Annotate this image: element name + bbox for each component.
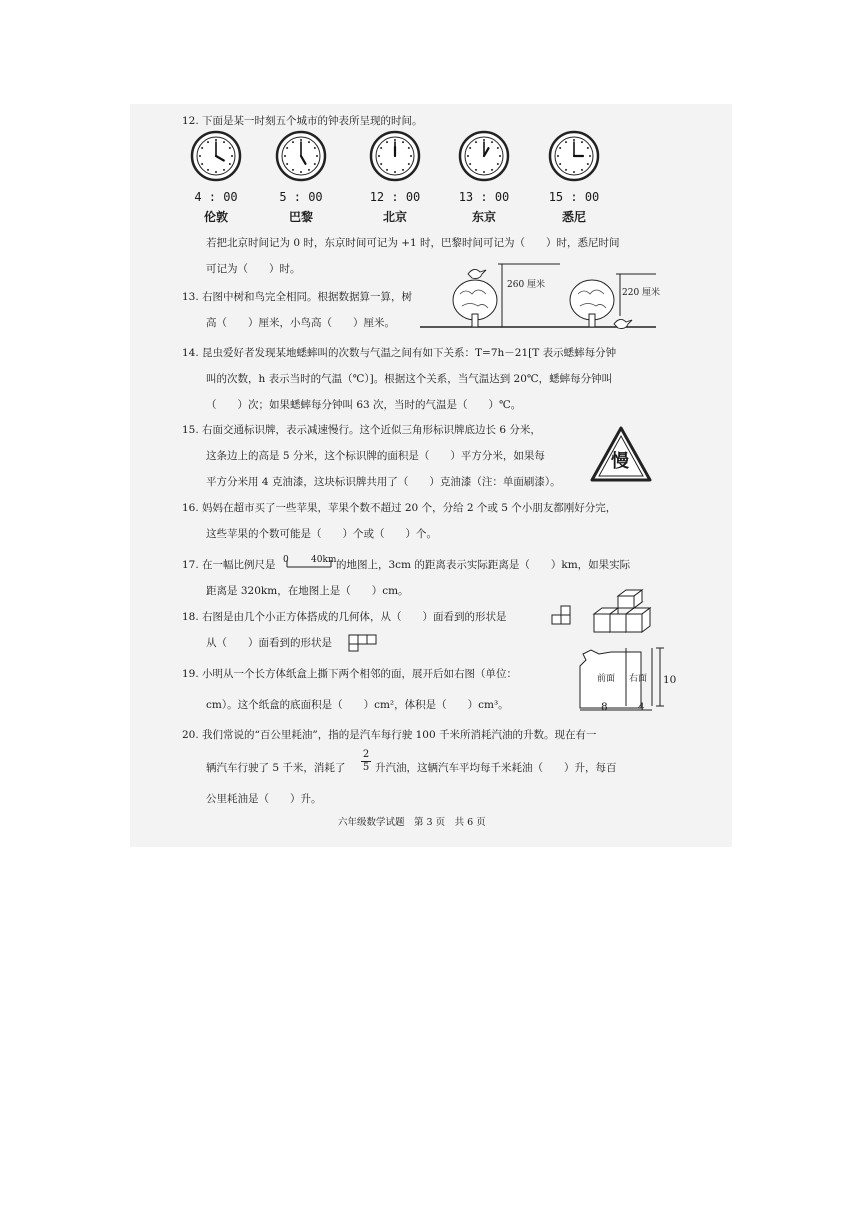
clock-face-icon	[275, 130, 327, 182]
box-front-label: 前面	[597, 674, 616, 684]
q20-line3: 公里耗油是（ ）升。	[206, 793, 322, 805]
q20-line2a: 辆汽车行驶了 5 千米，消耗了	[206, 762, 346, 774]
q20-line2b: 升汽油，这辆汽车平均每千米耗油（ ）升，每百	[375, 762, 617, 774]
q18-line2: 从（ ）面看到的形状是	[206, 637, 332, 649]
view-shape-1	[551, 609, 577, 625]
q13-line2: 高（ ）厘米，小鸟高（ ）厘米。	[206, 317, 395, 329]
view-shape-2	[348, 634, 380, 650]
q18-line1: 18. 右图是由几个小正方体搭成的几何体，从（ ）面看到的形状是	[182, 611, 507, 623]
clock-city-label: 东京	[471, 210, 496, 224]
clock-time-label: 12 : 00	[369, 190, 421, 204]
q16-line2: 这些苹果的个数可能是（ ）个或（ ）个。	[206, 528, 437, 540]
clock-time-label: 13 : 00	[458, 190, 510, 204]
q13-line1: 13. 右图中树和鸟完全相同。根据数据算一算，树	[182, 291, 413, 303]
clock-face-icon	[369, 130, 421, 182]
clock-time-label: 5 : 00	[279, 190, 323, 204]
scale-zero: 0	[283, 555, 289, 565]
q15-line3: 平方分米用 4 克油漆，这块标识牌共用了（ ）克油漆（注：单面刷漆）。	[206, 476, 561, 488]
clock-city-label: 伦敦	[203, 210, 228, 224]
page-footer: 六年级数学试题 第 3 页 共 6 页	[338, 817, 486, 828]
clock-time-label: 15 : 00	[548, 190, 600, 204]
q17-pre: 17. 在一幅比例尺是	[182, 559, 276, 571]
fraction-denominator: 5	[362, 762, 370, 773]
q17-line2: 距离是 320km，在地图上是（ ）cm。	[206, 585, 409, 597]
q15-line2: 这条边上的高是 5 分米，这个标识牌的面积是（ ）平方分米，如果每	[206, 450, 545, 462]
tree-label-260: 260 厘米	[507, 280, 546, 290]
slow-sign-text: 慢	[611, 451, 629, 472]
cube-solid-figure	[592, 594, 664, 634]
q14-line1: 14. 昆虫爱好者发现某地蟋蟀叫的次数与气温之间有如下关系：T=7h－21[T 表示蟋蟀每分钟	[182, 347, 617, 359]
tree-label-220: 220 厘米	[622, 288, 661, 298]
box-dim-w2: 4	[638, 701, 645, 713]
scale-label: 40km	[311, 555, 337, 565]
clock-face-icon	[458, 130, 510, 182]
q19-line2: cm）。这个纸盒的底面积是（ ）cm²，体积是（ ）cm³。	[206, 699, 509, 711]
q15-line1: 15. 右面交通标识牌，表示减速慢行。这个近似三角形标识牌底边长 6 分米，	[182, 424, 541, 436]
box-net-figure	[570, 644, 670, 714]
clock-city-label: 北京	[382, 210, 407, 224]
q19-line1: 19. 小明从一个长方体纸盒上撕下两个相邻的面，展开后如右图（单位：	[182, 668, 518, 680]
clock-time-label: 4 : 00	[194, 190, 238, 204]
box-right-label: 右面	[629, 674, 648, 684]
clock-face-icon	[190, 130, 242, 182]
clock-face-icon	[548, 130, 600, 182]
exam-page	[130, 104, 732, 847]
clock-city-label: 悉尼	[561, 210, 586, 224]
q12-text: 12. 下面是某一时刻五个城市的钟表所呈现的时间。	[182, 115, 423, 127]
fraction-numerator: 2	[362, 749, 370, 760]
box-dim-height: 10	[663, 674, 677, 686]
q12-line2: 可记为（ ）时。	[206, 263, 301, 275]
box-dim-w1: 8	[601, 701, 608, 713]
q20-line1: 20. 我们常说的“百公里耗油”，指的是汽车每行驶 100 千米所消耗汽油的升数。现在有一	[182, 729, 597, 741]
q16-line1: 16. 妈妈在超市买了一些苹果，苹果个数不超过 20 个，分给 2 个或 5 个小朋友都刚好分完，	[182, 502, 617, 514]
q14-line2: 叫的次数，h 表示当时的气温（℃）]。根据这个关系，当气温达到 20℃，蟋蟀每分钟叫	[206, 373, 613, 385]
q17-post: 的地图上，3cm 的距离表示实际距离是（ ）km，如果实际	[336, 559, 631, 571]
q12-line1: 若把北京时间记为 0 时，东京时间可记为 +1 时，巴黎时间可记为（ ）时，悉尼时间	[206, 237, 620, 249]
clock-city-label: 巴黎	[288, 210, 313, 224]
q14-line3: （ ）次；如果蟋蟀每分钟叫 63 次，当时的气温是（ ）℃。	[206, 399, 522, 411]
